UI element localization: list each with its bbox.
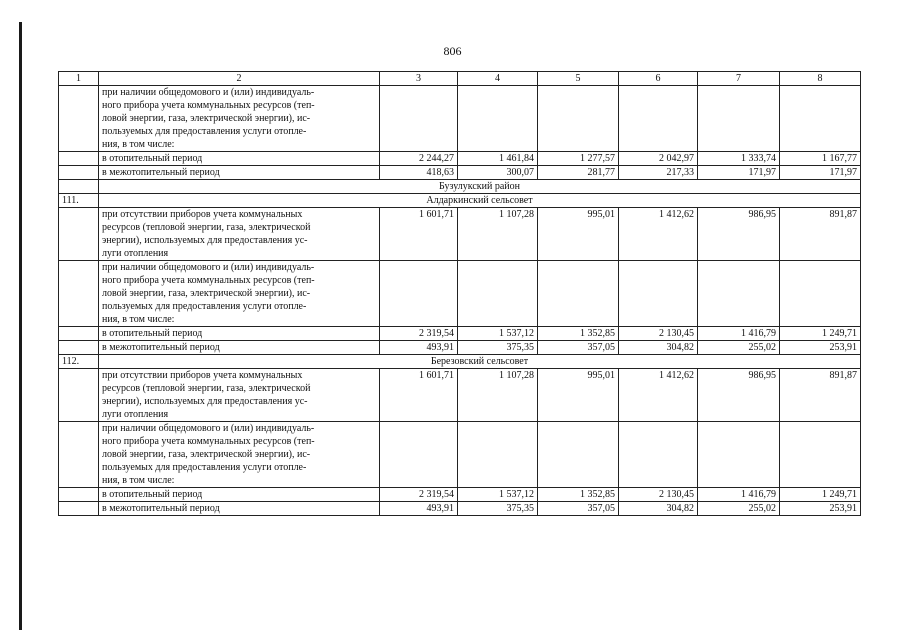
value-cell: 986,95	[698, 369, 780, 422]
value-cell: 1 412,62	[619, 369, 698, 422]
value-cell	[380, 86, 458, 152]
section-title: Бузулукский район	[99, 180, 861, 194]
row-number	[59, 208, 99, 261]
value-cell	[619, 261, 698, 327]
row-number	[59, 180, 99, 194]
row-description: в отопительный период	[99, 152, 380, 166]
value-cell	[458, 86, 538, 152]
table-row	[59, 166, 861, 180]
table-body	[59, 72, 861, 516]
table-row	[59, 502, 861, 516]
value-cell	[780, 86, 861, 152]
row-description: в отопительный период	[99, 327, 380, 341]
value-cell	[698, 86, 780, 152]
row-description: при наличии общедомового и (или) индивидуаль- ного прибора учета коммунальных ресурсов (теп- ловой энергии, газа, электрической энергии), ис- пользуемых для предоставления услуги отопле- ния, в том числе:	[99, 422, 380, 488]
value-cell: 253,91	[780, 341, 861, 355]
value-cell: 986,95	[698, 208, 780, 261]
table-row	[59, 261, 861, 327]
value-cell	[538, 261, 619, 327]
value-cell: 217,33	[619, 166, 698, 180]
value-cell: 2 130,45	[619, 327, 698, 341]
value-cell: 357,05	[538, 341, 619, 355]
table-row	[59, 341, 861, 355]
value-cell: 1 277,57	[538, 152, 619, 166]
value-cell: 995,01	[538, 369, 619, 422]
table-row	[59, 422, 861, 488]
value-cell	[380, 261, 458, 327]
value-cell: 1 352,85	[538, 327, 619, 341]
table-row	[59, 152, 861, 166]
section-row	[59, 194, 861, 208]
row-number	[59, 166, 99, 180]
row-number	[59, 422, 99, 488]
header-cell: 2	[99, 72, 380, 86]
value-cell	[780, 422, 861, 488]
value-cell	[458, 261, 538, 327]
value-cell: 1 107,28	[458, 369, 538, 422]
table-header-row	[59, 72, 861, 86]
header-cell: 5	[538, 72, 619, 86]
value-cell: 2 319,54	[380, 488, 458, 502]
value-cell	[698, 261, 780, 327]
header-cell: 1	[59, 72, 99, 86]
value-cell	[698, 422, 780, 488]
row-number: 111.	[59, 194, 99, 208]
value-cell: 891,87	[780, 208, 861, 261]
value-cell: 1 601,71	[380, 369, 458, 422]
row-number	[59, 261, 99, 327]
value-cell: 995,01	[538, 208, 619, 261]
value-cell: 493,91	[380, 341, 458, 355]
value-cell: 1 107,28	[458, 208, 538, 261]
value-cell: 1 333,74	[698, 152, 780, 166]
value-cell: 1 352,85	[538, 488, 619, 502]
value-cell	[458, 422, 538, 488]
header-cell: 4	[458, 72, 538, 86]
value-cell: 1 167,77	[780, 152, 861, 166]
value-cell: 253,91	[780, 502, 861, 516]
section-title: Алдаркинский сельсовет	[99, 194, 861, 208]
value-cell	[538, 86, 619, 152]
value-cell: 375,35	[458, 341, 538, 355]
value-cell: 2 244,27	[380, 152, 458, 166]
table-row	[59, 488, 861, 502]
row-number	[59, 327, 99, 341]
value-cell: 1 461,84	[458, 152, 538, 166]
row-number	[59, 369, 99, 422]
section-title: Березовский сельсовет	[99, 355, 861, 369]
value-cell: 1 537,12	[458, 488, 538, 502]
table-row	[59, 86, 861, 152]
value-cell	[619, 86, 698, 152]
row-description: при отсутствии приборов учета коммунальных ресурсов (тепловой энергии, газа, электрической энергии), используемых для предоставления ус- луги отопления	[99, 208, 380, 261]
value-cell: 1 537,12	[458, 327, 538, 341]
page-edge-line	[19, 22, 22, 630]
row-number	[59, 152, 99, 166]
value-cell: 2 042,97	[619, 152, 698, 166]
row-number: 112.	[59, 355, 99, 369]
value-cell: 1 249,71	[780, 488, 861, 502]
row-description: при наличии общедомового и (или) индивидуаль- ного прибора учета коммунальных ресурсов (теп- ловой энергии, газа, электрической энергии), ис- пользуемых для предоставления услуги отопле- ния, в том числе:	[99, 261, 380, 327]
value-cell: 375,35	[458, 502, 538, 516]
header-cell: 6	[619, 72, 698, 86]
value-cell: 891,87	[780, 369, 861, 422]
row-number	[59, 502, 99, 516]
value-cell: 171,97	[698, 166, 780, 180]
value-cell: 300,07	[458, 166, 538, 180]
table-row	[59, 208, 861, 261]
value-cell: 1 416,79	[698, 327, 780, 341]
value-cell	[780, 261, 861, 327]
value-cell: 2 319,54	[380, 327, 458, 341]
table-row	[59, 327, 861, 341]
page-number: 806	[443, 44, 462, 58]
value-cell	[380, 422, 458, 488]
value-cell: 255,02	[698, 502, 780, 516]
value-cell: 171,97	[780, 166, 861, 180]
tariff-table	[58, 71, 861, 516]
value-cell: 1 249,71	[780, 327, 861, 341]
row-number	[59, 488, 99, 502]
row-description: при наличии общедомового и (или) индивидуаль- ного прибора учета коммунальных ресурсов (теп- ловой энергии, газа, электрической энергии), ис- пользуемых для предоставления услуги отопле- ния, в том числе:	[99, 86, 380, 152]
header-cell: 3	[380, 72, 458, 86]
value-cell	[619, 422, 698, 488]
value-cell	[538, 422, 619, 488]
row-description: в межотопительный период	[99, 341, 380, 355]
header-cell: 8	[780, 72, 861, 86]
value-cell: 1 416,79	[698, 488, 780, 502]
row-description: в межотопительный период	[99, 502, 380, 516]
row-number	[59, 341, 99, 355]
value-cell: 2 130,45	[619, 488, 698, 502]
value-cell: 255,02	[698, 341, 780, 355]
table-row	[59, 369, 861, 422]
section-row	[59, 180, 861, 194]
header-cell: 7	[698, 72, 780, 86]
row-description: в межотопительный период	[99, 166, 380, 180]
section-row	[59, 355, 861, 369]
row-description: при отсутствии приборов учета коммунальных ресурсов (тепловой энергии, газа, электрической энергии), используемых для предоставления ус- луги отопления	[99, 369, 380, 422]
value-cell: 304,82	[619, 341, 698, 355]
value-cell: 493,91	[380, 502, 458, 516]
value-cell: 418,63	[380, 166, 458, 180]
value-cell: 281,77	[538, 166, 619, 180]
value-cell: 1 601,71	[380, 208, 458, 261]
value-cell: 1 412,62	[619, 208, 698, 261]
value-cell: 357,05	[538, 502, 619, 516]
row-number	[59, 86, 99, 152]
value-cell: 304,82	[619, 502, 698, 516]
row-description: в отопительный период	[99, 488, 380, 502]
